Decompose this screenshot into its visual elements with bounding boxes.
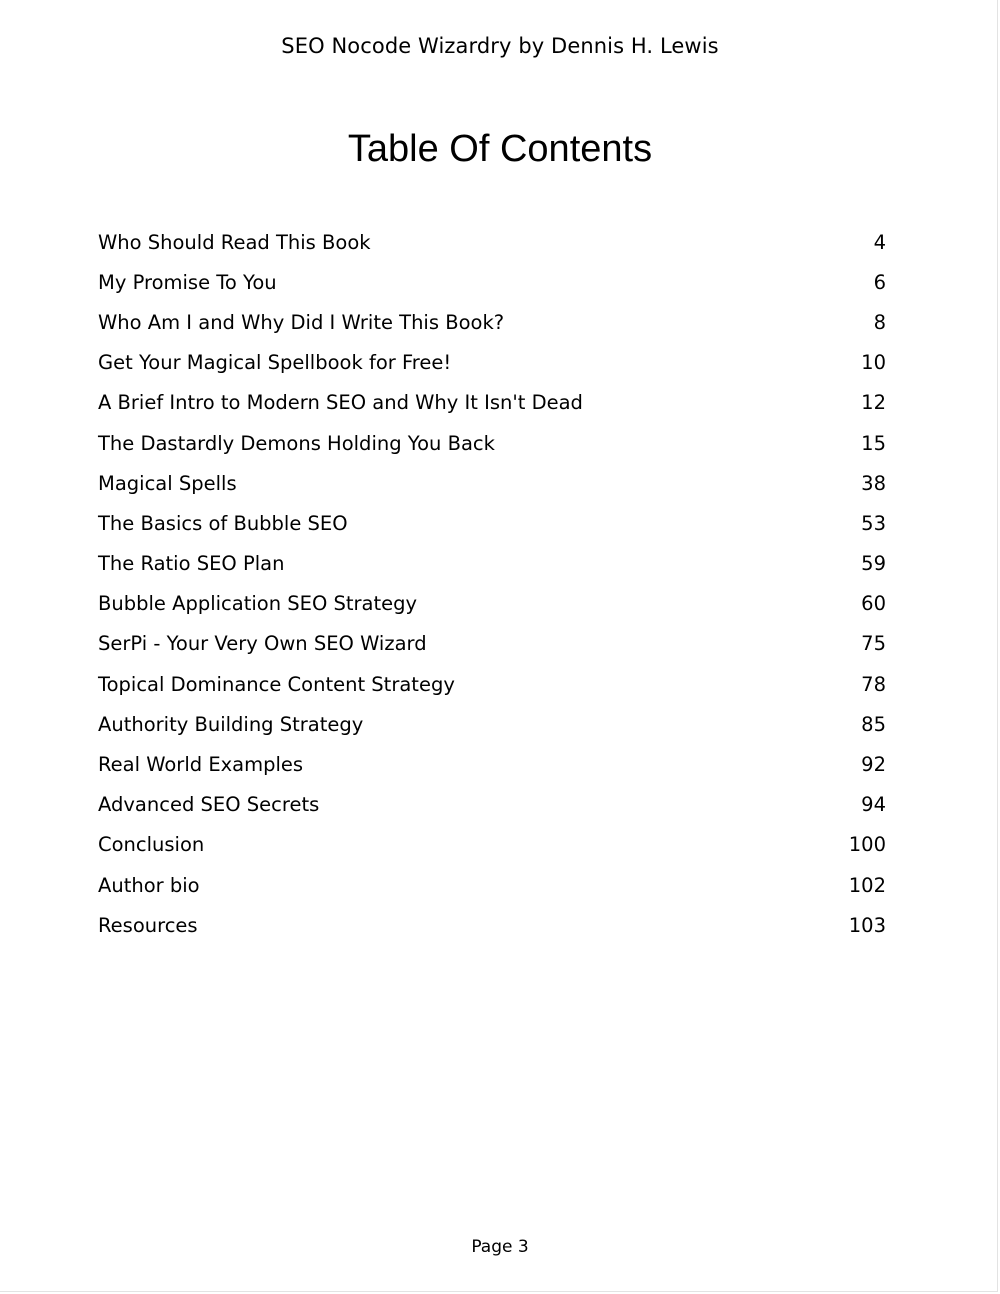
- toc-entry-title: Who Am I and Why Did I Write This Book?: [98, 310, 505, 334]
- toc-entry-page: 6: [873, 270, 886, 294]
- toc-entry-title: Topical Dominance Content Strategy: [98, 672, 455, 696]
- toc-entry-page: 8: [873, 310, 886, 334]
- toc-entry[interactable]: [98, 744, 886, 784]
- toc-entry-title: Advanced SEO Secrets: [98, 793, 320, 817]
- toc-entry[interactable]: [98, 624, 886, 664]
- toc-entry-title: Conclusion: [98, 833, 205, 857]
- toc-entry[interactable]: [98, 343, 886, 383]
- toc-entry-page: 103: [848, 913, 886, 937]
- toc-entry-title: My Promise To You: [98, 270, 277, 294]
- toc-entry[interactable]: [98, 503, 886, 543]
- toc-entry-page: 53: [861, 511, 886, 535]
- toc-entry-page: 102: [848, 873, 886, 897]
- toc-entry[interactable]: [98, 383, 886, 423]
- page-number: Page 3: [471, 1237, 529, 1257]
- toc-entry-page: 92: [861, 753, 886, 777]
- toc-entry-title: Get Your Magical Spellbook for Free!: [98, 351, 452, 375]
- toc-entry[interactable]: [98, 905, 886, 945]
- running-header: SEO Nocode Wizardry by Dennis H. Lewis: [281, 34, 719, 58]
- toc-entry[interactable]: [98, 222, 886, 262]
- toc-entry-page: 100: [848, 833, 886, 857]
- toc-entry[interactable]: [98, 865, 886, 905]
- toc-entry[interactable]: [98, 584, 886, 624]
- toc-entry-page: 12: [861, 391, 886, 415]
- toc-entry[interactable]: [98, 423, 886, 463]
- toc-list: [98, 222, 886, 945]
- toc-entry[interactable]: [98, 463, 886, 503]
- toc-entry[interactable]: [98, 262, 886, 302]
- toc-entry-title: Real World Examples: [98, 753, 304, 777]
- toc-entry[interactable]: [98, 544, 886, 584]
- toc-entry-page: 85: [861, 712, 886, 736]
- toc-entry-page: 4: [873, 230, 886, 254]
- toc-entry-page: 15: [861, 431, 886, 455]
- toc-entry-page: 10: [861, 351, 886, 375]
- toc-title: Table Of Contents: [347, 128, 653, 170]
- toc-entry-title: A Brief Intro to Modern SEO and Why It Isn't Dead: [98, 391, 583, 415]
- toc-entry-title: The Basics of Bubble SEO: [98, 511, 348, 535]
- toc-entry-title: Resources: [98, 913, 198, 937]
- toc-entry-page: 59: [861, 552, 886, 576]
- toc-entry[interactable]: [98, 302, 886, 342]
- toc-entry-title: The Dastardly Demons Holding You Back: [98, 431, 495, 455]
- toc-entry-title: Magical Spells: [98, 471, 237, 495]
- toc-entry-page: 75: [861, 632, 886, 656]
- toc-entry-title: Author bio: [98, 873, 200, 897]
- toc-entry-title: Authority Building Strategy: [98, 712, 364, 736]
- toc-entry-title: The Ratio SEO Plan: [98, 552, 285, 576]
- toc-entry-title: Who Should Read This Book: [98, 230, 371, 254]
- toc-entry[interactable]: [98, 825, 886, 865]
- toc-entry-title: Bubble Application SEO Strategy: [98, 592, 418, 616]
- toc-entry-page: 38: [861, 471, 886, 495]
- toc-entry-title: SerPi - Your Very Own SEO Wizard: [98, 632, 427, 656]
- toc-entry[interactable]: [98, 664, 886, 704]
- toc-entry[interactable]: [98, 704, 886, 744]
- toc-entry[interactable]: [98, 785, 886, 825]
- toc-entry-page: 78: [861, 672, 886, 696]
- toc-entry-page: 94: [861, 793, 886, 817]
- toc-entry-page: 60: [861, 592, 886, 616]
